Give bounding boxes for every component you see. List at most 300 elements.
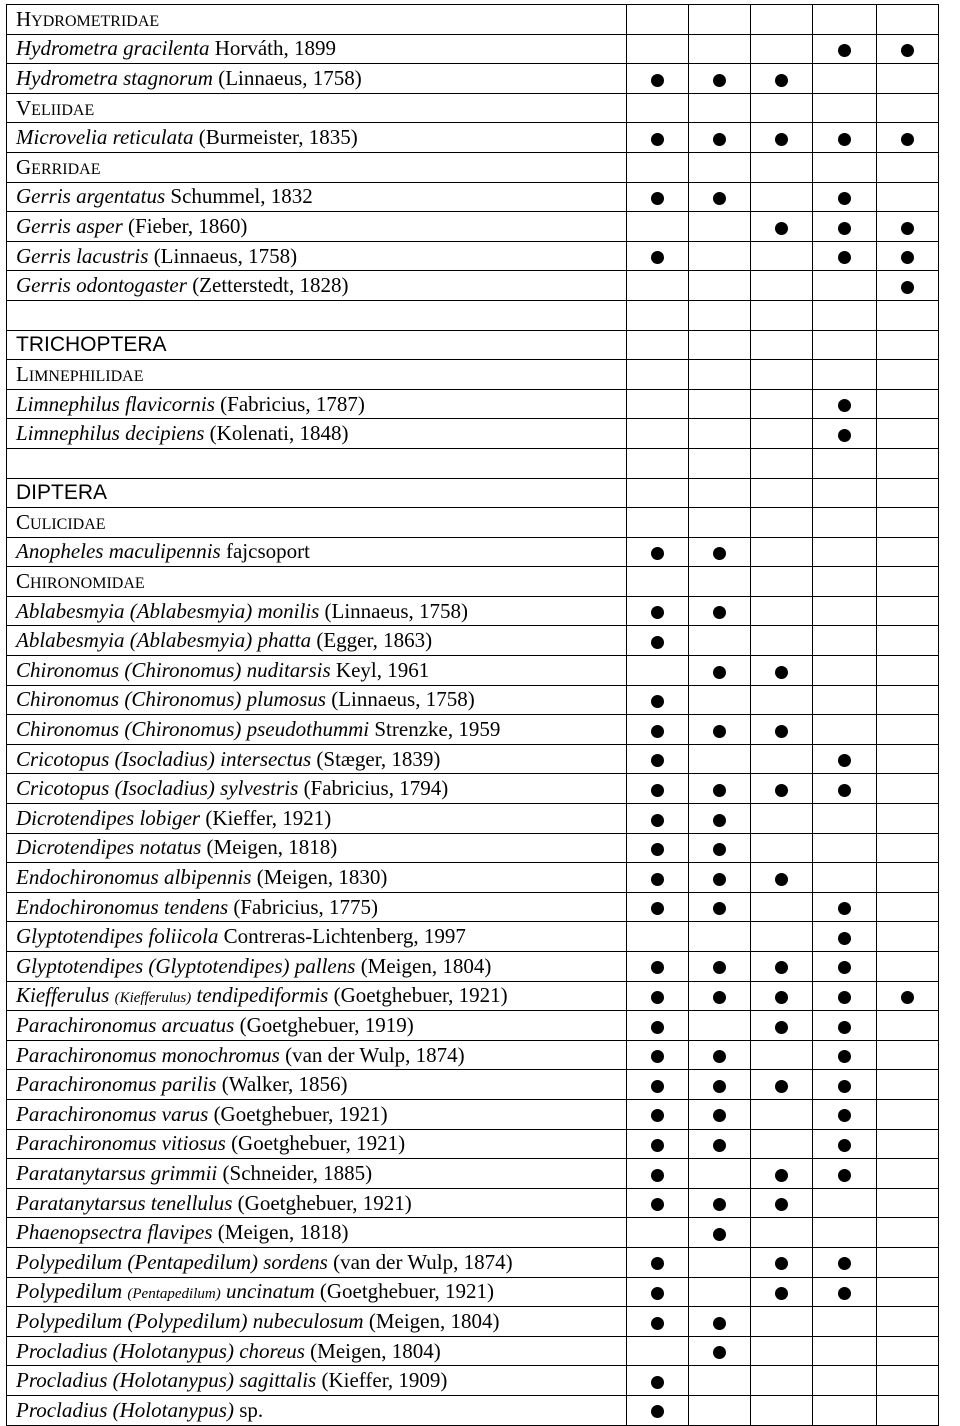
occurrence-cell-3 bbox=[751, 863, 813, 893]
species-name-part: Gerris argentatus bbox=[16, 184, 166, 209]
occurrence-cell-4 bbox=[813, 1395, 877, 1425]
occurrence-cell-1 bbox=[627, 241, 689, 271]
occurrence-cell-4 bbox=[813, 567, 877, 597]
occurrence-cell-3 bbox=[751, 892, 813, 922]
occurrence-cell-3 bbox=[751, 360, 813, 390]
occurrence-cell-5 bbox=[877, 892, 939, 922]
occurrence-cell-3 bbox=[751, 685, 813, 715]
occurrence-cell-2 bbox=[689, 123, 751, 153]
occurrence-cell-3 bbox=[751, 1099, 813, 1129]
occurrence-cell-4 bbox=[813, 34, 877, 64]
author-citation: (van der Wulp, 1874) bbox=[327, 1249, 513, 1274]
author-citation: (Walker, 1856) bbox=[216, 1072, 348, 1097]
blank-row bbox=[7, 448, 939, 478]
occurrence-cell-1 bbox=[627, 744, 689, 774]
occurrence-cell-5 bbox=[877, 922, 939, 952]
occurrence-cell-2 bbox=[689, 419, 751, 449]
occurrence-cell-3 bbox=[751, 1188, 813, 1218]
occurrence-cell-1 bbox=[627, 300, 689, 330]
occurrence-cell-2 bbox=[689, 152, 751, 182]
occurrence-cell-1 bbox=[627, 1159, 689, 1189]
presence-dot-icon bbox=[775, 1169, 788, 1182]
blank-cell bbox=[7, 448, 627, 478]
occurrence-cell-1 bbox=[627, 1218, 689, 1248]
presence-dot-icon bbox=[775, 961, 788, 974]
occurrence-cell-1 bbox=[627, 1336, 689, 1366]
family-row bbox=[7, 152, 939, 182]
presence-dot-icon bbox=[713, 133, 726, 146]
species-row bbox=[7, 241, 939, 271]
occurrence-cell-2 bbox=[689, 330, 751, 360]
family-label-rest: HIRONOMIDAE bbox=[30, 575, 145, 593]
occurrence-cell-3 bbox=[751, 1307, 813, 1337]
species-name-cell bbox=[7, 1099, 627, 1129]
presence-dot-icon bbox=[651, 606, 664, 619]
species-name-part: Phaenopsectra flavipes bbox=[16, 1220, 213, 1245]
presence-dot-icon bbox=[838, 133, 851, 146]
occurrence-cell-1 bbox=[627, 1307, 689, 1337]
occurrence-cell-3 bbox=[751, 212, 813, 242]
presence-dot-icon bbox=[775, 666, 788, 679]
occurrence-cell-5 bbox=[877, 123, 939, 153]
occurrence-cell-4 bbox=[813, 1307, 877, 1337]
occurrence-cell-2 bbox=[689, 685, 751, 715]
occurrence-cell-3 bbox=[751, 922, 813, 952]
occurrence-cell-2 bbox=[689, 981, 751, 1011]
species-name-part: Polypedilum (Polypedilum) nubeculosum bbox=[16, 1308, 364, 1333]
presence-dot-icon bbox=[713, 1080, 726, 1093]
species-name-part: Gerris lacustris bbox=[16, 243, 149, 268]
author-citation: (Meigen, 1830) bbox=[251, 865, 388, 890]
author-citation: (Goetghebuer, 1921) bbox=[328, 983, 508, 1008]
occurrence-cell-3 bbox=[751, 626, 813, 656]
occurrence-cell-3 bbox=[751, 1336, 813, 1366]
occurrence-cell-3 bbox=[751, 833, 813, 863]
species-name-part: Endochironomus tendens bbox=[16, 894, 229, 919]
species-name-part: Ablabesmyia (Ablabesmyia) phatta bbox=[16, 628, 312, 653]
occurrence-cell-5 bbox=[877, 1366, 939, 1396]
species-row bbox=[7, 1099, 939, 1129]
species-row bbox=[7, 389, 939, 419]
occurrence-cell-1 bbox=[627, 1099, 689, 1129]
occurrence-cell-2 bbox=[689, 448, 751, 478]
occurrence-cell-1 bbox=[627, 537, 689, 567]
occurrence-cell-4 bbox=[813, 389, 877, 419]
occurrence-cell-3 bbox=[751, 419, 813, 449]
presence-dot-icon bbox=[651, 547, 664, 560]
occurrence-cell-5 bbox=[877, 1159, 939, 1189]
occurrence-cell-4 bbox=[813, 1070, 877, 1100]
occurrence-cell-2 bbox=[689, 656, 751, 686]
species-name-cell bbox=[7, 1011, 627, 1041]
presence-dot-icon bbox=[838, 932, 851, 945]
species-name-part: Paratanytarsus grimmii bbox=[16, 1160, 218, 1185]
species-name-part: Ablabesmyia (Ablabesmyia) monilis bbox=[16, 598, 320, 623]
occurrence-cell-4 bbox=[813, 241, 877, 271]
occurrence-cell-3 bbox=[751, 1040, 813, 1070]
species-name-cell bbox=[7, 1307, 627, 1337]
occurrence-cell-3 bbox=[751, 182, 813, 212]
species-name-cell bbox=[7, 34, 627, 64]
species-row bbox=[7, 1129, 939, 1159]
presence-dot-icon bbox=[838, 429, 851, 442]
species-name-part: Chironomus (Chironomus) nuditarsis bbox=[16, 657, 331, 682]
presence-dot-icon bbox=[838, 1287, 851, 1300]
occurrence-cell-2 bbox=[689, 1395, 751, 1425]
family-name-cell bbox=[7, 508, 627, 538]
occurrence-cell-1 bbox=[627, 152, 689, 182]
presence-dot-icon bbox=[901, 991, 914, 1004]
occurrence-cell-3 bbox=[751, 300, 813, 330]
species-name-cell bbox=[7, 715, 627, 745]
occurrence-cell-1 bbox=[627, 892, 689, 922]
author-citation: (Meigen, 1804) bbox=[363, 1308, 500, 1333]
occurrence-cell-3 bbox=[751, 5, 813, 35]
species-row bbox=[7, 952, 939, 982]
species-row bbox=[7, 1247, 939, 1277]
occurrence-cell-4 bbox=[813, 182, 877, 212]
species-name-part: Procladius (Holotanypus) bbox=[16, 1397, 234, 1422]
species-name-part: Limnephilus decipiens bbox=[16, 421, 205, 446]
occurrence-cell-2 bbox=[689, 863, 751, 893]
family-label bbox=[16, 362, 143, 386]
species-name-part: Chironomus (Chironomus) plumosus bbox=[16, 687, 326, 712]
occurrence-cell-3 bbox=[751, 1366, 813, 1396]
author-citation: (Linnaeus, 1758) bbox=[325, 687, 475, 712]
occurrence-cell-1 bbox=[627, 1129, 689, 1159]
species-name-part: Cricotopus (Isocladius) sylvestris bbox=[16, 776, 299, 801]
occurrence-cell-4 bbox=[813, 93, 877, 123]
family-label-initial: L bbox=[16, 361, 29, 386]
occurrence-cell-5 bbox=[877, 93, 939, 123]
occurrence-cell-1 bbox=[627, 1247, 689, 1277]
author-citation: (van der Wulp, 1874) bbox=[279, 1042, 465, 1067]
occurrence-cell-4 bbox=[813, 1040, 877, 1070]
occurrence-cell-2 bbox=[689, 744, 751, 774]
occurrence-cell-2 bbox=[689, 508, 751, 538]
family-row bbox=[7, 5, 939, 35]
author-citation: Strenzke, 1959 bbox=[369, 717, 501, 742]
occurrence-cell-1 bbox=[627, 952, 689, 982]
presence-dot-icon bbox=[838, 192, 851, 205]
presence-dot-icon bbox=[713, 814, 726, 827]
species-row bbox=[7, 981, 939, 1011]
occurrence-cell-3 bbox=[751, 448, 813, 478]
family-label-initial: H bbox=[16, 6, 32, 31]
occurrence-cell-5 bbox=[877, 508, 939, 538]
author-citation: (Schneider, 1885) bbox=[217, 1160, 373, 1185]
presence-dot-icon bbox=[651, 192, 664, 205]
occurrence-cell-4 bbox=[813, 1247, 877, 1277]
species-name-cell bbox=[7, 419, 627, 449]
occurrence-cell-4 bbox=[813, 271, 877, 301]
species-row bbox=[7, 744, 939, 774]
occurrence-cell-3 bbox=[751, 804, 813, 834]
occurrence-cell-3 bbox=[751, 774, 813, 804]
species-name-cell bbox=[7, 1277, 627, 1307]
occurrence-cell-4 bbox=[813, 833, 877, 863]
presence-dot-icon bbox=[651, 814, 664, 827]
species-name-cell bbox=[7, 241, 627, 271]
occurrence-cell-2 bbox=[689, 626, 751, 656]
occurrence-cell-4 bbox=[813, 152, 877, 182]
occurrence-cell-5 bbox=[877, 744, 939, 774]
presence-dot-icon bbox=[713, 74, 726, 87]
occurrence-cell-5 bbox=[877, 774, 939, 804]
occurrence-cell-3 bbox=[751, 596, 813, 626]
family-label bbox=[16, 510, 106, 534]
presence-dot-icon bbox=[713, 725, 726, 738]
species-name-part: Kiefferulus bbox=[16, 983, 115, 1008]
occurrence-cell-2 bbox=[689, 478, 751, 508]
order-row bbox=[7, 478, 939, 508]
family-row bbox=[7, 567, 939, 597]
author-citation: (Meigen, 1804) bbox=[355, 953, 492, 978]
family-label-rest: YDROMETRIDAE bbox=[31, 12, 160, 30]
species-row bbox=[7, 34, 939, 64]
species-row bbox=[7, 1159, 939, 1189]
species-name-cell bbox=[7, 774, 627, 804]
occurrence-cell-2 bbox=[689, 1070, 751, 1100]
presence-dot-icon bbox=[713, 606, 726, 619]
occurrence-cell-4 bbox=[813, 1099, 877, 1129]
species-name-cell bbox=[7, 626, 627, 656]
species-row bbox=[7, 1218, 939, 1248]
presence-dot-icon bbox=[838, 991, 851, 1004]
species-name-part: (Kiefferulus) bbox=[114, 990, 192, 1007]
species-row bbox=[7, 892, 939, 922]
species-row bbox=[7, 656, 939, 686]
presence-dot-icon bbox=[651, 1050, 664, 1063]
occurrence-cell-5 bbox=[877, 863, 939, 893]
occurrence-cell-1 bbox=[627, 1040, 689, 1070]
occurrence-cell-1 bbox=[627, 182, 689, 212]
species-name-part: Dicrotendipes notatus bbox=[16, 835, 202, 860]
occurrence-cell-2 bbox=[689, 596, 751, 626]
species-name-part: Procladius (Holotanypus) sagittalis bbox=[16, 1368, 317, 1393]
species-row bbox=[7, 1070, 939, 1100]
occurrence-cell-5 bbox=[877, 626, 939, 656]
occurrence-cell-4 bbox=[813, 1011, 877, 1041]
occurrence-cell-1 bbox=[627, 656, 689, 686]
author-citation: (Linnaeus, 1758) bbox=[148, 243, 298, 268]
author-citation: fajcsoport bbox=[220, 539, 310, 564]
family-row bbox=[7, 360, 939, 390]
family-name-cell bbox=[7, 567, 627, 597]
presence-dot-icon bbox=[651, 991, 664, 1004]
occurrence-cell-5 bbox=[877, 34, 939, 64]
occurrence-cell-1 bbox=[627, 64, 689, 94]
occurrence-cell-3 bbox=[751, 152, 813, 182]
species-name-cell bbox=[7, 922, 627, 952]
occurrence-cell-4 bbox=[813, 123, 877, 153]
presence-dot-icon bbox=[838, 1257, 851, 1270]
presence-dot-icon bbox=[775, 725, 788, 738]
occurrence-cell-1 bbox=[627, 508, 689, 538]
occurrence-cell-3 bbox=[751, 1247, 813, 1277]
species-name-part: Limnephilus flavicornis bbox=[16, 391, 215, 416]
presence-dot-icon bbox=[713, 1109, 726, 1122]
presence-dot-icon bbox=[651, 1080, 664, 1093]
occurrence-cell-2 bbox=[689, 1011, 751, 1041]
occurrence-cell-5 bbox=[877, 952, 939, 982]
author-citation: Keyl, 1961 bbox=[330, 657, 430, 682]
presence-dot-icon bbox=[838, 222, 851, 235]
species-name-part: Parachironomus arcuatus bbox=[16, 1012, 235, 1037]
family-name-cell bbox=[7, 152, 627, 182]
species-name-cell bbox=[7, 981, 627, 1011]
species-name-part: Dicrotendipes lobiger bbox=[16, 805, 201, 830]
occurrence-cell-2 bbox=[689, 833, 751, 863]
family-label bbox=[16, 7, 159, 31]
species-row bbox=[7, 419, 939, 449]
occurrence-cell-5 bbox=[877, 567, 939, 597]
presence-dot-icon bbox=[651, 725, 664, 738]
presence-dot-icon bbox=[775, 1198, 788, 1211]
occurrence-cell-4 bbox=[813, 1336, 877, 1366]
occurrence-cell-1 bbox=[627, 833, 689, 863]
species-row bbox=[7, 774, 939, 804]
presence-dot-icon bbox=[713, 1317, 726, 1330]
presence-dot-icon bbox=[713, 192, 726, 205]
occurrence-cell-1 bbox=[627, 419, 689, 449]
species-name-part: Gerris asper bbox=[16, 213, 123, 238]
order-label: DIPTERA bbox=[16, 481, 108, 505]
occurrence-cell-5 bbox=[877, 300, 939, 330]
occurrence-cell-4 bbox=[813, 863, 877, 893]
presence-dot-icon bbox=[838, 251, 851, 264]
species-row bbox=[7, 1366, 939, 1396]
presence-dot-icon bbox=[713, 1050, 726, 1063]
occurrence-cell-3 bbox=[751, 1011, 813, 1041]
species-row bbox=[7, 1188, 939, 1218]
presence-dot-icon bbox=[651, 1257, 664, 1270]
presence-dot-icon bbox=[838, 1169, 851, 1182]
species-name-cell bbox=[7, 1129, 627, 1159]
author-citation: (Fabricius, 1775) bbox=[228, 894, 379, 919]
species-row bbox=[7, 1040, 939, 1070]
family-label-initial: C bbox=[16, 569, 31, 594]
presence-dot-icon bbox=[651, 754, 664, 767]
author-citation: (Zetterstedt, 1828) bbox=[186, 273, 349, 298]
occurrence-cell-2 bbox=[689, 1366, 751, 1396]
species-name-cell bbox=[7, 64, 627, 94]
species-name-part: Parachironomus parilis bbox=[16, 1072, 217, 1097]
occurrence-cell-5 bbox=[877, 715, 939, 745]
species-name-part: Anopheles maculipennis bbox=[16, 539, 221, 564]
occurrence-cell-4 bbox=[813, 744, 877, 774]
occurrence-cell-4 bbox=[813, 804, 877, 834]
occurrence-cell-1 bbox=[627, 5, 689, 35]
species-name-cell bbox=[7, 1159, 627, 1189]
occurrence-cell-3 bbox=[751, 952, 813, 982]
occurrence-cell-3 bbox=[751, 330, 813, 360]
family-label-rest: IMNEPHILIDAE bbox=[28, 367, 144, 385]
occurrence-cell-5 bbox=[877, 360, 939, 390]
author-citation: sp. bbox=[233, 1397, 264, 1422]
occurrence-cell-3 bbox=[751, 567, 813, 597]
author-citation: (Egger, 1863) bbox=[311, 628, 433, 653]
species-name-cell bbox=[7, 863, 627, 893]
presence-dot-icon bbox=[651, 1139, 664, 1152]
family-label-initial: V bbox=[16, 95, 32, 120]
occurrence-cell-4 bbox=[813, 537, 877, 567]
species-row bbox=[7, 922, 939, 952]
occurrence-cell-1 bbox=[627, 93, 689, 123]
occurrence-cell-1 bbox=[627, 981, 689, 1011]
occurrence-cell-3 bbox=[751, 478, 813, 508]
species-name-cell bbox=[7, 1188, 627, 1218]
author-citation: (Fabricius, 1794) bbox=[298, 776, 449, 801]
occurrence-cell-1 bbox=[627, 567, 689, 597]
occurrence-cell-5 bbox=[877, 1129, 939, 1159]
occurrence-cell-1 bbox=[627, 448, 689, 478]
occurrence-cell-5 bbox=[877, 685, 939, 715]
family-label-initial: G bbox=[16, 154, 32, 179]
order-name-cell bbox=[7, 330, 627, 360]
presence-dot-icon bbox=[901, 281, 914, 294]
occurrence-cell-2 bbox=[689, 5, 751, 35]
occurrence-cell-3 bbox=[751, 271, 813, 301]
family-name-cell bbox=[7, 5, 627, 35]
species-name-part: uncinatum bbox=[220, 1279, 315, 1304]
occurrence-cell-5 bbox=[877, 271, 939, 301]
occurrence-cell-1 bbox=[627, 1366, 689, 1396]
species-row bbox=[7, 1277, 939, 1307]
occurrence-cell-2 bbox=[689, 34, 751, 64]
occurrence-cell-4 bbox=[813, 212, 877, 242]
species-row bbox=[7, 123, 939, 153]
occurrence-cell-4 bbox=[813, 1129, 877, 1159]
presence-dot-icon bbox=[651, 1198, 664, 1211]
species-name-part: Microvelia reticulata bbox=[16, 125, 194, 150]
occurrence-cell-5 bbox=[877, 537, 939, 567]
occurrence-cell-4 bbox=[813, 508, 877, 538]
author-citation: Horváth, 1899 bbox=[209, 36, 337, 61]
occurrence-cell-2 bbox=[689, 1099, 751, 1129]
presence-dot-icon bbox=[775, 1021, 788, 1034]
occurrence-cell-2 bbox=[689, 241, 751, 271]
occurrence-cell-2 bbox=[689, 892, 751, 922]
presence-dot-icon bbox=[651, 961, 664, 974]
occurrence-cell-5 bbox=[877, 1395, 939, 1425]
occurrence-cell-2 bbox=[689, 1307, 751, 1337]
presence-dot-icon bbox=[713, 873, 726, 886]
presence-dot-icon bbox=[651, 251, 664, 264]
author-citation: (Fabricius, 1787) bbox=[214, 391, 365, 416]
presence-dot-icon bbox=[651, 1109, 664, 1122]
occurrence-cell-1 bbox=[627, 34, 689, 64]
occurrence-cell-4 bbox=[813, 5, 877, 35]
occurrence-cell-1 bbox=[627, 922, 689, 952]
order-row bbox=[7, 330, 939, 360]
occurrence-cell-4 bbox=[813, 774, 877, 804]
occurrence-cell-5 bbox=[877, 5, 939, 35]
occurrence-cell-3 bbox=[751, 537, 813, 567]
species-name-part: Chironomus (Chironomus) pseudothummi bbox=[16, 717, 370, 742]
occurrence-cell-3 bbox=[751, 1218, 813, 1248]
presence-dot-icon bbox=[775, 784, 788, 797]
occurrence-cell-1 bbox=[627, 1070, 689, 1100]
species-row bbox=[7, 1011, 939, 1041]
family-label bbox=[16, 155, 101, 179]
occurrence-cell-3 bbox=[751, 744, 813, 774]
species-row bbox=[7, 833, 939, 863]
occurrence-cell-5 bbox=[877, 1307, 939, 1337]
occurrence-cell-5 bbox=[877, 330, 939, 360]
species-name-part: Glyptotendipes foliicola bbox=[16, 924, 219, 949]
species-name-part: Cricotopus (Isocladius) intersectus bbox=[16, 746, 312, 771]
